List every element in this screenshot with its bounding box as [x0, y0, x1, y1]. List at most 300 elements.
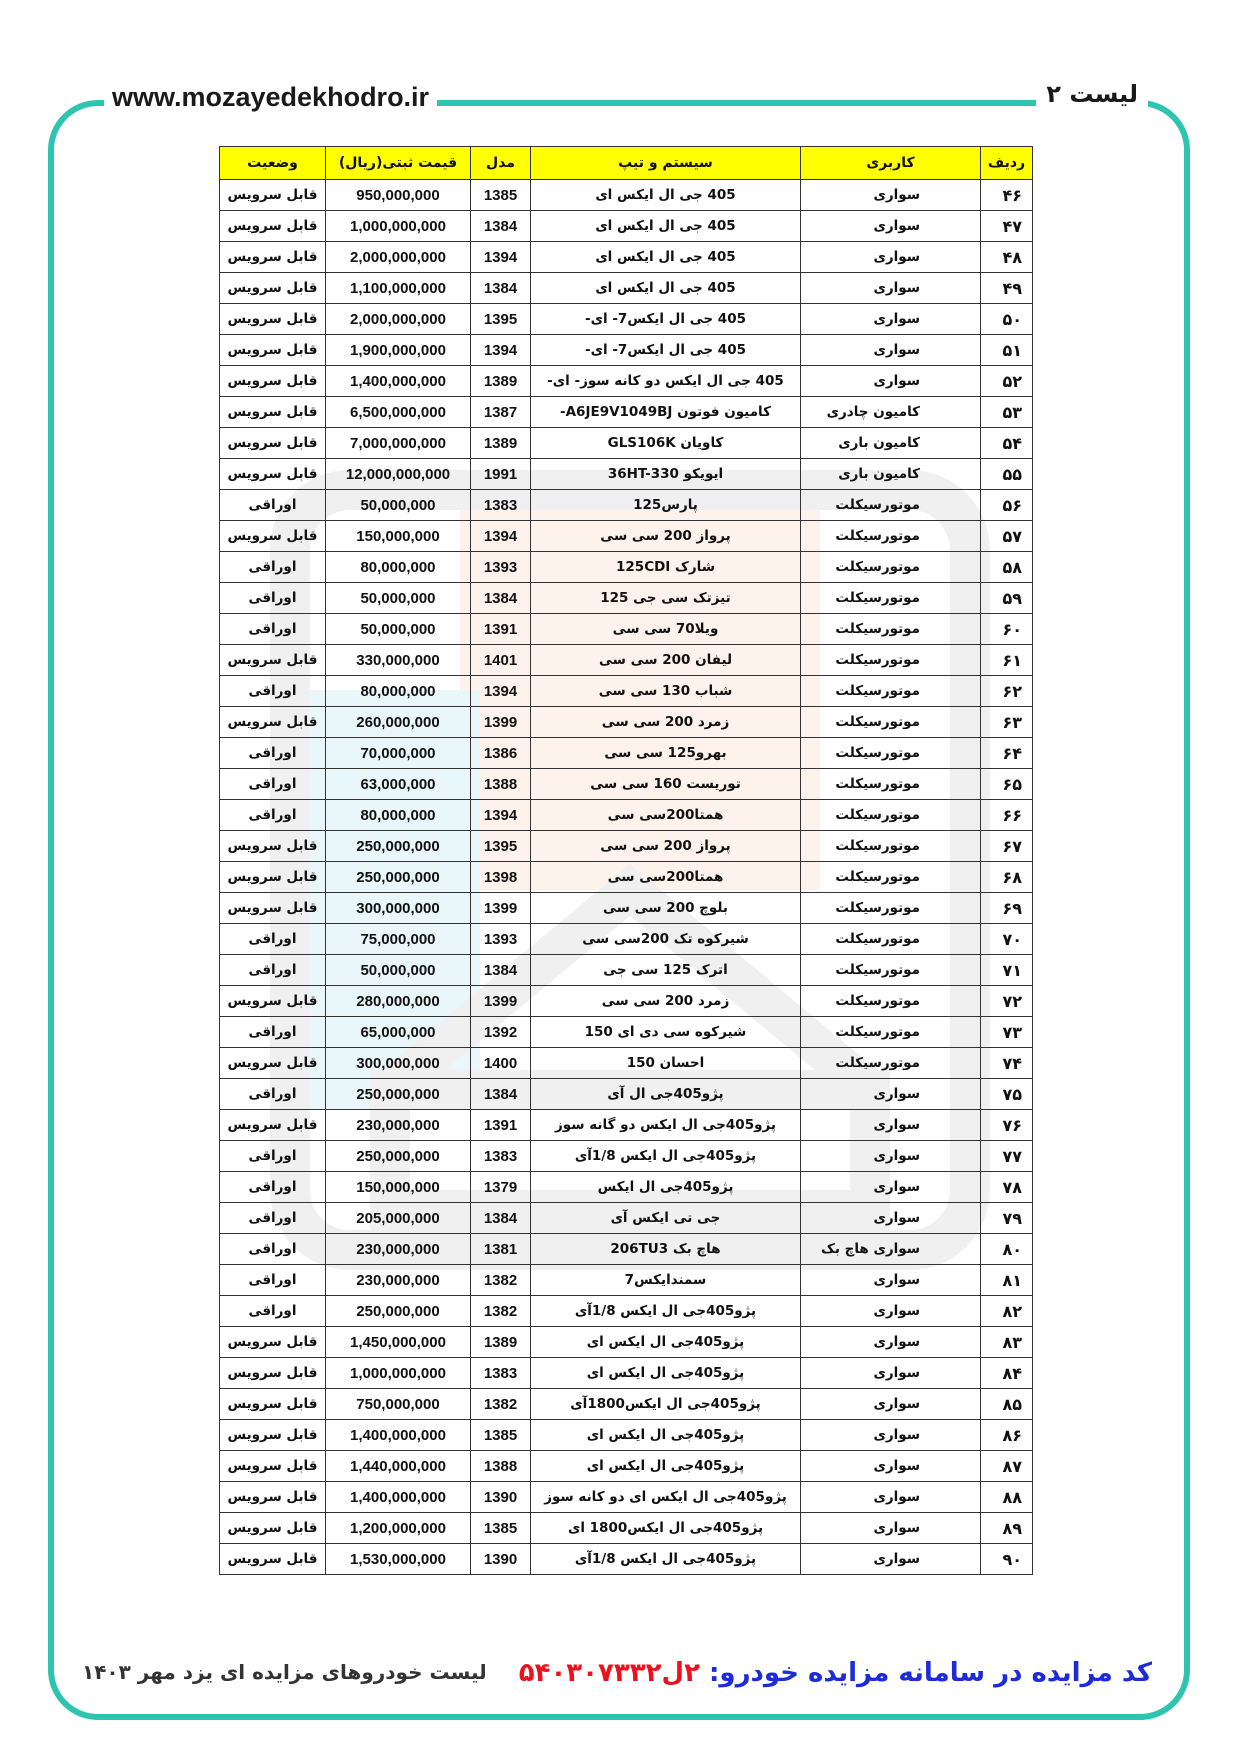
model-cell: 1382 [471, 1265, 531, 1296]
row-number-cell: ۸۲ [981, 1296, 1033, 1327]
system-type-cell: پژو405جی ال ایکس دو گانه سوز [531, 1110, 801, 1141]
model-cell: 1385 [471, 1420, 531, 1451]
system-type-cell: جی تی ایکس آی [531, 1203, 801, 1234]
price-cell: 80,000,000 [326, 676, 471, 707]
status-cell: قابل سرویس [220, 707, 326, 738]
system-type-cell: شیرکوه تک 200سی سی [531, 924, 801, 955]
system-type-cell: لیفان 200 سی سی [531, 645, 801, 676]
price-cell: 75,000,000 [326, 924, 471, 955]
usage-cell: موتورسیکلت [801, 583, 981, 614]
model-cell: 1389 [471, 1327, 531, 1358]
price-cell: 50,000,000 [326, 614, 471, 645]
status-cell: قابل سرویس [220, 459, 326, 490]
row-number-cell: ۶۷ [981, 831, 1033, 862]
status-cell: قابل سرویس [220, 1389, 326, 1420]
usage-cell: موتورسیکلت [801, 614, 981, 645]
table-row [220, 428, 1033, 459]
usage-cell: موتورسیکلت [801, 769, 981, 800]
row-number-cell: ۷۰ [981, 924, 1033, 955]
price-cell: 1,900,000,000 [326, 335, 471, 366]
row-number-cell: ۶۹ [981, 893, 1033, 924]
table-row [220, 676, 1033, 707]
table-row [220, 490, 1033, 521]
system-type-cell: 405 جی ال ایکس ای [531, 242, 801, 273]
row-number-cell: ۶۲ [981, 676, 1033, 707]
row-number-cell: ۵۱ [981, 335, 1033, 366]
table-row [220, 1172, 1033, 1203]
status-cell: قابل سرویس [220, 397, 326, 428]
usage-cell: سواری [801, 1296, 981, 1327]
col-header-model: مدل [471, 147, 531, 180]
system-type-cell: 405 جی ال ایکس ای [531, 211, 801, 242]
usage-cell: سواری [801, 1482, 981, 1513]
status-cell: اوراقی [220, 490, 326, 521]
table-row [220, 1451, 1033, 1482]
model-cell: 1391 [471, 1110, 531, 1141]
price-cell: 750,000,000 [326, 1389, 471, 1420]
list-label: لیست ۲ [1036, 80, 1148, 108]
usage-cell: موتورسیکلت [801, 1017, 981, 1048]
table-row [220, 738, 1033, 769]
table-row [220, 552, 1033, 583]
model-cell: 1390 [471, 1544, 531, 1575]
model-cell: 1399 [471, 893, 531, 924]
model-cell: 1394 [471, 335, 531, 366]
price-cell: 250,000,000 [326, 1296, 471, 1327]
price-cell: 250,000,000 [326, 831, 471, 862]
system-type-cell: 405 جی ال ایکس7- ای- [531, 304, 801, 335]
system-type-cell: شارک 125CDI [531, 552, 801, 583]
model-cell: 1399 [471, 707, 531, 738]
model-cell: 1389 [471, 428, 531, 459]
usage-cell: سواری [801, 1172, 981, 1203]
row-number-cell: ۷۷ [981, 1141, 1033, 1172]
price-cell: 250,000,000 [326, 1141, 471, 1172]
model-cell: 1393 [471, 924, 531, 955]
price-cell: 63,000,000 [326, 769, 471, 800]
usage-cell: موتورسیکلت [801, 738, 981, 769]
row-number-cell: ۸۱ [981, 1265, 1033, 1296]
model-cell: 1385 [471, 180, 531, 211]
model-cell: 1393 [471, 552, 531, 583]
price-cell: 6,500,000,000 [326, 397, 471, 428]
model-cell: 1384 [471, 1079, 531, 1110]
status-cell: اوراقی [220, 552, 326, 583]
status-cell: اوراقی [220, 1017, 326, 1048]
status-cell: قابل سرویس [220, 1544, 326, 1575]
price-cell: 950,000,000 [326, 180, 471, 211]
row-number-cell: ۷۶ [981, 1110, 1033, 1141]
table-row [220, 304, 1033, 335]
price-cell: 1,440,000,000 [326, 1451, 471, 1482]
model-cell: 1394 [471, 242, 531, 273]
status-cell: قابل سرویس [220, 831, 326, 862]
row-number-cell: ۸۹ [981, 1513, 1033, 1544]
price-cell: 50,000,000 [326, 955, 471, 986]
system-type-cell: همتا200سی سی [531, 862, 801, 893]
status-cell: اوراقی [220, 1079, 326, 1110]
status-cell: قابل سرویس [220, 242, 326, 273]
system-type-cell: شیرکوه سی دی ای 150 [531, 1017, 801, 1048]
system-type-cell: هاچ بک 206TU3 [531, 1234, 801, 1265]
table-row [220, 1017, 1033, 1048]
system-type-cell: بلوچ 200 سی سی [531, 893, 801, 924]
price-cell: 1,000,000,000 [326, 1358, 471, 1389]
model-cell: 1384 [471, 1203, 531, 1234]
model-cell: 1387 [471, 397, 531, 428]
status-cell: اوراقی [220, 769, 326, 800]
table-row [220, 180, 1033, 211]
usage-cell: سواری [801, 1110, 981, 1141]
row-number-cell: ۵۴ [981, 428, 1033, 459]
row-number-cell: ۸۰ [981, 1234, 1033, 1265]
price-cell: 65,000,000 [326, 1017, 471, 1048]
status-cell: قابل سرویس [220, 180, 326, 211]
status-cell: قابل سرویس [220, 1048, 326, 1079]
table-row [220, 862, 1033, 893]
row-number-cell: ۷۸ [981, 1172, 1033, 1203]
status-cell: قابل سرویس [220, 1110, 326, 1141]
price-cell: 50,000,000 [326, 490, 471, 521]
usage-cell: موتورسیکلت [801, 490, 981, 521]
status-cell: اوراقی [220, 800, 326, 831]
price-cell: 150,000,000 [326, 1172, 471, 1203]
price-cell: 1,400,000,000 [326, 1420, 471, 1451]
table-row [220, 459, 1033, 490]
table-row [220, 1513, 1033, 1544]
system-type-cell: پژو405جی ال ایکس 1/8آی [531, 1141, 801, 1172]
price-cell: 205,000,000 [326, 1203, 471, 1234]
model-cell: 1391 [471, 614, 531, 645]
price-cell: 7,000,000,000 [326, 428, 471, 459]
row-number-cell: ۸۳ [981, 1327, 1033, 1358]
model-cell: 1383 [471, 1141, 531, 1172]
usage-cell: کامیون باری [801, 428, 981, 459]
table-row [220, 1110, 1033, 1141]
price-cell: 280,000,000 [326, 986, 471, 1017]
usage-cell: سواری [801, 180, 981, 211]
usage-cell: موتورسیکلت [801, 1048, 981, 1079]
table-row [220, 893, 1033, 924]
system-type-cell: شباب 130 سی سی [531, 676, 801, 707]
usage-cell: موتورسیکلت [801, 893, 981, 924]
usage-cell: موتورسیکلت [801, 707, 981, 738]
model-cell: 1394 [471, 800, 531, 831]
status-cell: قابل سرویس [220, 1513, 326, 1544]
price-cell: 150,000,000 [326, 521, 471, 552]
row-number-cell: ۴۸ [981, 242, 1033, 273]
row-number-cell: ۸۸ [981, 1482, 1033, 1513]
usage-cell: سواری [801, 1420, 981, 1451]
status-cell: اوراقی [220, 924, 326, 955]
row-number-cell: ۴۶ [981, 180, 1033, 211]
usage-cell: سواری [801, 1513, 981, 1544]
system-type-cell: پژو405جی ال ایکس 1/8آی [531, 1544, 801, 1575]
col-header-row-number: ردیف [981, 147, 1033, 180]
system-type-cell: 405 جی ال ایکس دو کانه سوز- ای- [531, 366, 801, 397]
row-number-cell: ۶۸ [981, 862, 1033, 893]
model-cell: 1399 [471, 986, 531, 1017]
table-row [220, 1234, 1033, 1265]
row-number-cell: ۵۳ [981, 397, 1033, 428]
table-row [220, 1482, 1033, 1513]
status-cell: قابل سرویس [220, 366, 326, 397]
table-row [220, 800, 1033, 831]
usage-cell: سواری [801, 1327, 981, 1358]
system-type-cell: زمرد 200 سی سی [531, 986, 801, 1017]
usage-cell: موتورسیکلت [801, 862, 981, 893]
status-cell: قابل سرویس [220, 1327, 326, 1358]
status-cell: اوراقی [220, 583, 326, 614]
table-row [220, 1079, 1033, 1110]
status-cell: قابل سرویس [220, 304, 326, 335]
model-cell: 1384 [471, 955, 531, 986]
system-type-cell: پژو405جی ال ایکس ای [531, 1358, 801, 1389]
col-header-usage: کاربری [801, 147, 981, 180]
table-row [220, 831, 1033, 862]
row-number-cell: ۷۵ [981, 1079, 1033, 1110]
usage-cell: موتورسیکلت [801, 955, 981, 986]
model-cell: 1991 [471, 459, 531, 490]
table-header-row [220, 147, 1033, 180]
price-cell: 1,450,000,000 [326, 1327, 471, 1358]
price-cell: 80,000,000 [326, 552, 471, 583]
system-type-cell: زمرد 200 سی سی [531, 707, 801, 738]
system-type-cell: پژو405جی ال آی [531, 1079, 801, 1110]
row-number-cell: ۹۰ [981, 1544, 1033, 1575]
system-type-cell: پارس125 [531, 490, 801, 521]
system-type-cell: تیزتک سی جی 125 [531, 583, 801, 614]
status-cell: اوراقی [220, 1296, 326, 1327]
price-cell: 300,000,000 [326, 1048, 471, 1079]
model-cell: 1401 [471, 645, 531, 676]
row-number-cell: ۸۵ [981, 1389, 1033, 1420]
row-number-cell: ۵۰ [981, 304, 1033, 335]
table-row [220, 521, 1033, 552]
row-number-cell: ۷۹ [981, 1203, 1033, 1234]
auction-code-value: ۲ل۵۴۰۳۰۷۳۳۲ [518, 1658, 700, 1688]
usage-cell: سواری [801, 335, 981, 366]
status-cell: قابل سرویس [220, 986, 326, 1017]
table-row [220, 366, 1033, 397]
table-row [220, 1048, 1033, 1079]
model-cell: 1394 [471, 676, 531, 707]
system-type-cell: پژو405جی ال ایکس 1/8آی [531, 1296, 801, 1327]
model-cell: 1395 [471, 831, 531, 862]
model-cell: 1384 [471, 211, 531, 242]
auction-code-label: کد مزایده در سامانه مزایده خودرو: [709, 1658, 1152, 1688]
usage-cell: سواری [801, 273, 981, 304]
model-cell: 1400 [471, 1048, 531, 1079]
footer-list-caption: لیست خودروهای مزایده ای یزد مهر ۱۴۰۳ [82, 1660, 487, 1684]
col-header-system-type: سیستم و تیپ [531, 147, 801, 180]
system-type-cell: پژو405جی ال ایکس ای [531, 1327, 801, 1358]
usage-cell: موتورسیکلت [801, 831, 981, 862]
system-type-cell: احسان 150 [531, 1048, 801, 1079]
row-number-cell: ۶۶ [981, 800, 1033, 831]
status-cell: قابل سرویس [220, 211, 326, 242]
table-row [220, 397, 1033, 428]
table-row [220, 1296, 1033, 1327]
model-cell: 1390 [471, 1482, 531, 1513]
system-type-cell: 405 جی ال ایکس7- ای- [531, 335, 801, 366]
table-row [220, 1544, 1033, 1575]
price-cell: 230,000,000 [326, 1110, 471, 1141]
system-type-cell: پژو405جی ال ایکس ای دو کانه سوز [531, 1482, 801, 1513]
table-row [220, 645, 1033, 676]
row-number-cell: ۶۱ [981, 645, 1033, 676]
price-cell: 1,400,000,000 [326, 366, 471, 397]
system-type-cell: پژو405جی ال ایکس ای [531, 1420, 801, 1451]
price-cell: 260,000,000 [326, 707, 471, 738]
row-number-cell: ۵۹ [981, 583, 1033, 614]
status-cell: قابل سرویس [220, 273, 326, 304]
status-cell: اوراقی [220, 1234, 326, 1265]
status-cell: اوراقی [220, 614, 326, 645]
row-number-cell: ۸۷ [981, 1451, 1033, 1482]
usage-cell: سواری [801, 1389, 981, 1420]
status-cell: قابل سرویس [220, 645, 326, 676]
model-cell: 1381 [471, 1234, 531, 1265]
usage-cell: سواری [801, 211, 981, 242]
usage-cell: موتورسیکلت [801, 676, 981, 707]
status-cell: قابل سرویس [220, 1451, 326, 1482]
usage-cell: موتورسیکلت [801, 924, 981, 955]
table-row [220, 1327, 1033, 1358]
site-url: www.mozayedekhodro.ir [104, 82, 437, 113]
col-header-status: وضعیت [220, 147, 326, 180]
row-number-cell: ۶۳ [981, 707, 1033, 738]
row-number-cell: ۷۱ [981, 955, 1033, 986]
system-type-cell: توریست 160 سی سی [531, 769, 801, 800]
usage-cell: سواری [801, 1544, 981, 1575]
model-cell: 1382 [471, 1389, 531, 1420]
usage-cell: موتورسیکلت [801, 800, 981, 831]
system-type-cell: بهرو125 سی سی [531, 738, 801, 769]
row-number-cell: ۴۷ [981, 211, 1033, 242]
status-cell: قابل سرویس [220, 521, 326, 552]
row-number-cell: ۵۶ [981, 490, 1033, 521]
model-cell: 1383 [471, 1358, 531, 1389]
usage-cell: سواری [801, 366, 981, 397]
system-type-cell: کامیون فوتون A6JE9V1049BJ- [531, 397, 801, 428]
system-type-cell: همتا200سی سی [531, 800, 801, 831]
table-row [220, 707, 1033, 738]
price-cell: 12,000,000,000 [326, 459, 471, 490]
vehicle-table [219, 146, 1033, 1575]
status-cell: اوراقی [220, 1141, 326, 1172]
usage-cell: موتورسیکلت [801, 521, 981, 552]
usage-cell: سواری [801, 304, 981, 335]
model-cell: 1383 [471, 490, 531, 521]
table-row [220, 1389, 1033, 1420]
price-cell: 230,000,000 [326, 1234, 471, 1265]
price-cell: 1,530,000,000 [326, 1544, 471, 1575]
table-row [220, 242, 1033, 273]
usage-cell: موتورسیکلت [801, 552, 981, 583]
table-row [220, 273, 1033, 304]
system-type-cell: 405 جی ال ایکس ای [531, 273, 801, 304]
status-cell: اوراقی [220, 738, 326, 769]
row-number-cell: ۷۴ [981, 1048, 1033, 1079]
model-cell: 1386 [471, 738, 531, 769]
model-cell: 1388 [471, 1451, 531, 1482]
table-row [220, 211, 1033, 242]
row-number-cell: ۴۹ [981, 273, 1033, 304]
price-cell: 230,000,000 [326, 1265, 471, 1296]
system-type-cell: پژو405جی ال ایکس1800 ای [531, 1513, 801, 1544]
status-cell: اوراقی [220, 1203, 326, 1234]
status-cell: قابل سرویس [220, 862, 326, 893]
status-cell: قابل سرویس [220, 1482, 326, 1513]
usage-cell: سواری [801, 1079, 981, 1110]
model-cell: 1388 [471, 769, 531, 800]
table-row [220, 614, 1033, 645]
status-cell: اوراقی [220, 1265, 326, 1296]
price-cell: 1,000,000,000 [326, 211, 471, 242]
table-row [220, 583, 1033, 614]
system-type-cell: ایویکو 36HT-330 [531, 459, 801, 490]
system-type-cell: 405 جی ال ایکس ای [531, 180, 801, 211]
usage-cell: سواری [801, 1358, 981, 1389]
usage-cell: کامیون باری [801, 459, 981, 490]
row-number-cell: ۵۵ [981, 459, 1033, 490]
price-cell: 70,000,000 [326, 738, 471, 769]
table-row [220, 924, 1033, 955]
price-cell: 50,000,000 [326, 583, 471, 614]
price-cell: 2,000,000,000 [326, 242, 471, 273]
model-cell: 1389 [471, 366, 531, 397]
row-number-cell: ۷۳ [981, 1017, 1033, 1048]
price-cell: 300,000,000 [326, 893, 471, 924]
usage-cell: سواری هاچ بک [801, 1234, 981, 1265]
price-cell: 250,000,000 [326, 862, 471, 893]
system-type-cell: کاویان GLS106K [531, 428, 801, 459]
model-cell: 1394 [471, 521, 531, 552]
status-cell: قابل سرویس [220, 1358, 326, 1389]
status-cell: قابل سرویس [220, 893, 326, 924]
usage-cell: سواری [801, 242, 981, 273]
status-cell: قابل سرویس [220, 335, 326, 366]
price-cell: 1,100,000,000 [326, 273, 471, 304]
row-number-cell: ۸۶ [981, 1420, 1033, 1451]
usage-cell: سواری [801, 1451, 981, 1482]
model-cell: 1379 [471, 1172, 531, 1203]
system-type-cell: پژو405جی ال ایکس ای [531, 1451, 801, 1482]
usage-cell: موتورسیکلت [801, 645, 981, 676]
price-cell: 1,400,000,000 [326, 1482, 471, 1513]
status-cell: قابل سرویس [220, 428, 326, 459]
price-cell: 250,000,000 [326, 1079, 471, 1110]
table-row [220, 1203, 1033, 1234]
system-type-cell: پرواز 200 سی سی [531, 521, 801, 552]
table-row [220, 1358, 1033, 1389]
row-number-cell: ۷۲ [981, 986, 1033, 1017]
status-cell: اوراقی [220, 676, 326, 707]
table-row [220, 986, 1033, 1017]
row-number-cell: ۶۵ [981, 769, 1033, 800]
table-row [220, 769, 1033, 800]
table-row [220, 1141, 1033, 1172]
model-cell: 1398 [471, 862, 531, 893]
table-body [220, 180, 1033, 1575]
row-number-cell: ۶۴ [981, 738, 1033, 769]
system-type-cell: ویلا70 سی سی [531, 614, 801, 645]
status-cell: اوراقی [220, 955, 326, 986]
usage-cell: سواری [801, 1141, 981, 1172]
table-row [220, 1420, 1033, 1451]
row-number-cell: ۵۲ [981, 366, 1033, 397]
